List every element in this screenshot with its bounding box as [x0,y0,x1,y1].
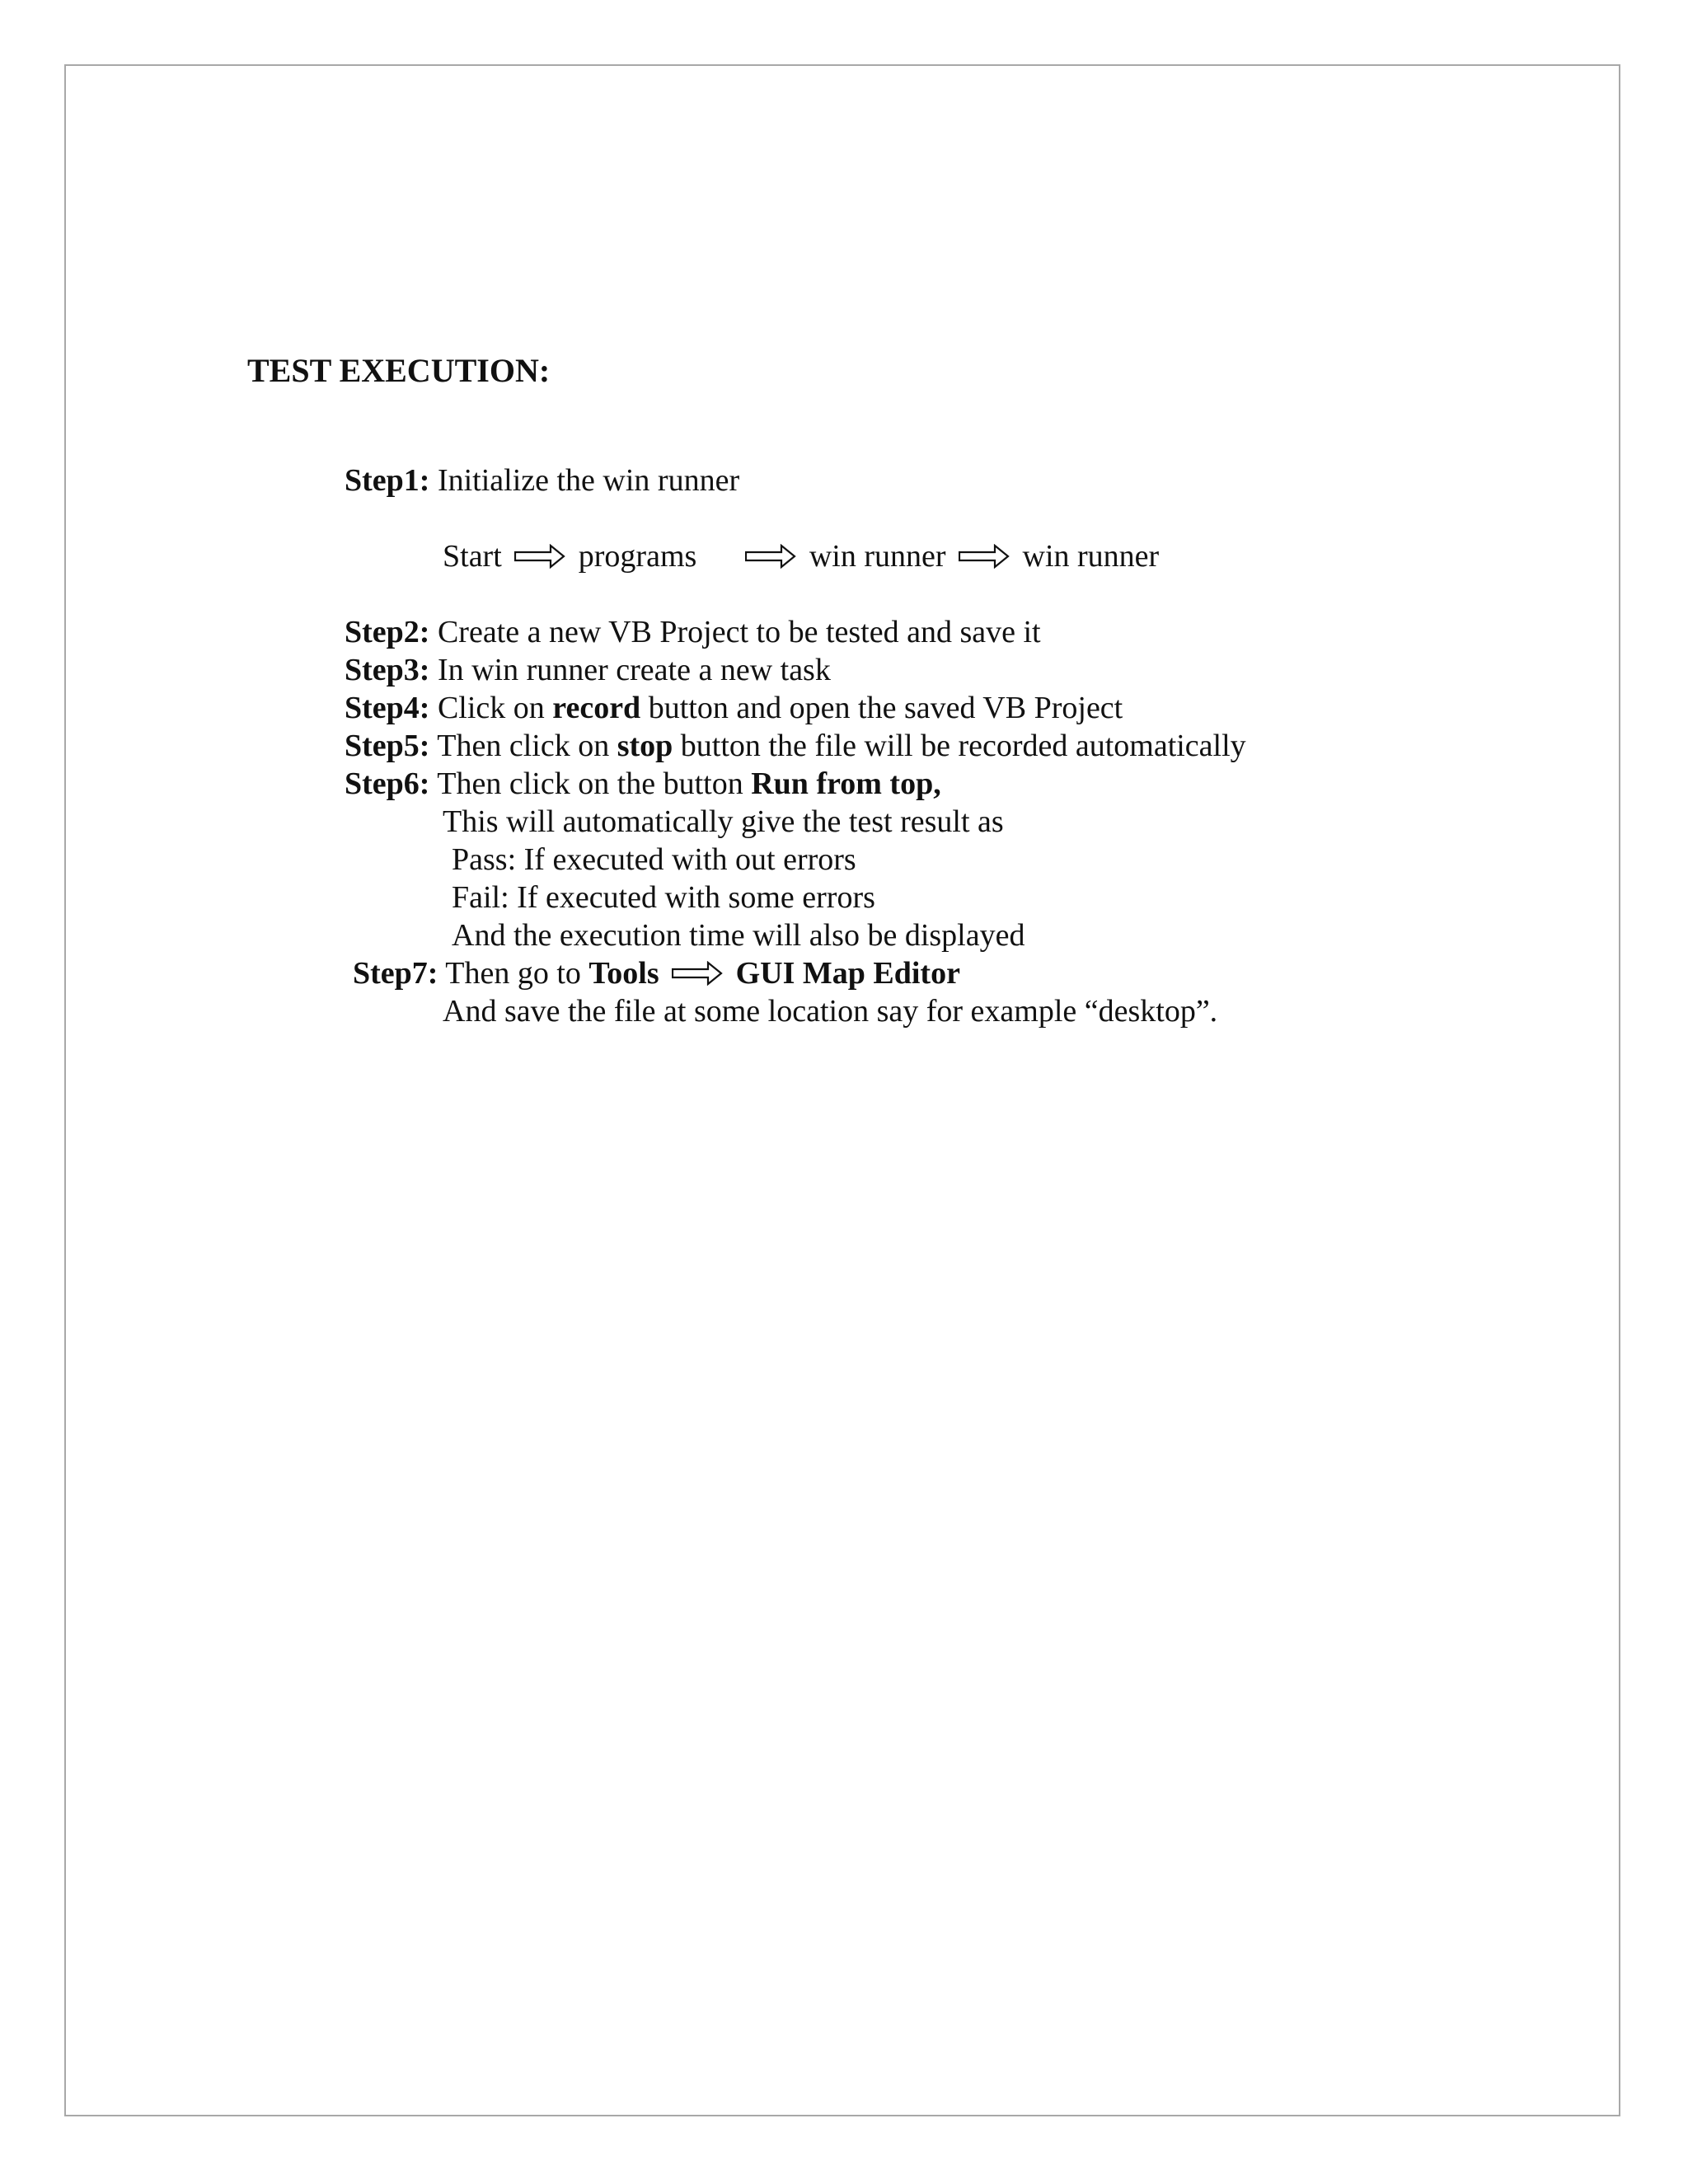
step2-line [345,613,1041,651]
section-heading: TEST EXECUTION: [247,352,551,389]
step4-label: Step4: [345,691,430,725]
step6-time-detail: And the execution time will also be displayed [452,918,1025,953]
step1-line [345,462,739,499]
step1-label: Step1: [345,463,430,498]
right-arrow-icon [672,961,723,986]
tools-keyword: Tools [588,956,659,991]
path-programs: programs [578,539,697,574]
step6-pre: Then click on the button [429,766,752,801]
step6-label: Step6: [345,766,430,801]
step6-line [345,765,941,803]
step5-label: Step5: [345,729,430,763]
step1-text: Initialize the win runner [429,463,740,498]
step4-pre: Click on [429,691,553,725]
step7-pre: Then go to [438,956,589,991]
step7-label: Step7: [353,956,438,991]
path-win-runner-2: win runner [1022,539,1160,574]
step5-post: button the file will be recorded automatically [673,729,1246,763]
step4-post: button and open the saved VB Project [640,691,1123,725]
step7-line [353,954,960,992]
path-win-runner-1: win runner [809,539,946,574]
record-keyword: record [552,691,641,725]
step2-text: Create a new VB Project to be tested and save it [429,615,1041,649]
step7-detail: And save the file at some location say for example “desktop”. [443,994,1218,1029]
stop-keyword: stop [617,729,673,763]
step3-text: In win runner create a new task [429,653,831,687]
path-start: Start [443,539,502,574]
right-arrow-icon [514,544,565,569]
step6-detail: This will automatically give the test result as [443,804,1004,839]
right-arrow-icon [959,544,1010,569]
step5-line [345,727,1246,765]
step1-path [443,537,1159,575]
gui-map-editor-keyword: GUI Map Editor [735,956,960,991]
run-from-top-keyword: Run from top, [751,766,941,801]
step3-label: Step3: [345,653,430,687]
step6-fail-detail: Fail: If executed with some errors [452,880,875,915]
step2-label: Step2: [345,615,430,649]
step3-line [345,651,831,689]
step4-line [345,689,1123,727]
step5-pre: Then click on [429,729,617,763]
right-arrow-icon [745,544,796,569]
step6-pass-detail: Pass: If executed with out errors [452,842,856,877]
